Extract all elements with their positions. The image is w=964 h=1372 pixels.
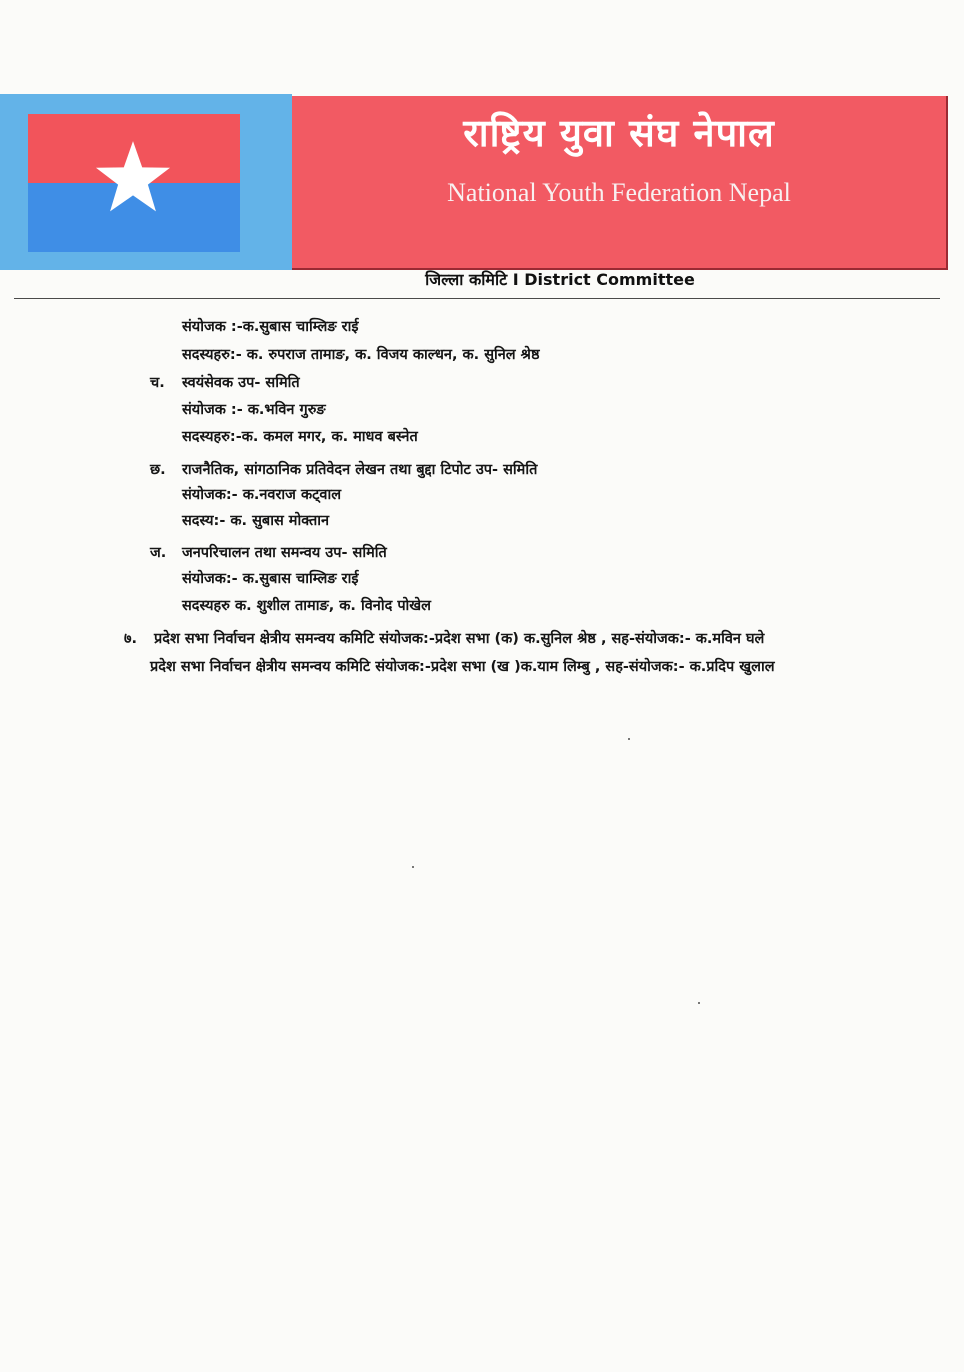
coordinator-line: संयोजक:- क.नवराज कट्वाल bbox=[182, 487, 342, 503]
members-line: सदस्य:- क. सुबास मोक्तान bbox=[182, 513, 330, 529]
scan-speck bbox=[412, 866, 414, 868]
subcommittee-marker: च. bbox=[150, 375, 165, 391]
subcommittee-title: जनपरिचालन तथा समन्वय उप- समिति bbox=[182, 545, 387, 561]
banner-title-panel bbox=[292, 96, 948, 270]
members-line: सदस्यहरु:-क. कमल मगर, क. माधव बस्नेत bbox=[182, 429, 418, 445]
coordinator-line: संयोजक:- क.सुबास चाम्लिङ राई bbox=[182, 571, 359, 587]
members-line: सदस्यहरु:- क. रुपराज तामाङ, क. विजय काल्धन, क. सुनिल श्रेष्ठ bbox=[182, 347, 540, 363]
org-name-english: National Youth Federation Nepal bbox=[447, 178, 791, 207]
subcommittee-title: स्वयंसेवक उप- समिति bbox=[182, 375, 300, 391]
scan-speck bbox=[698, 1002, 700, 1004]
members-line: सदस्यहरु क. शुशील तामाङ, क. विनोद पोखेल bbox=[182, 598, 432, 614]
header-banner bbox=[0, 94, 948, 270]
coordinator-line: संयोजक :- क.भविन गुरुङ bbox=[182, 402, 326, 418]
org-name-nepali: राष्ट्रिय युवा संघ नेपाल bbox=[463, 111, 775, 155]
subcommittee-marker: छ. bbox=[150, 462, 166, 478]
header-divider bbox=[14, 298, 940, 299]
section-line: प्रदेश सभा निर्वाचन क्षेत्रीय समन्वय कमिटि संयोजक:-प्रदेश सभा (क) क.सुनिल श्रेष्ठ , सह-संयोजक:- क.मविन घले bbox=[154, 631, 765, 647]
section-line: प्रदेश सभा निर्वाचन क्षेत्रीय समन्वय कमिटि संयोजक:-प्रदेश सभा (ख )क.याम लिम्बु , सह-संयोजक:- क.प्रदिप खुलाल bbox=[150, 659, 775, 675]
committee-label: जिल्ला कमिटि I District Committee bbox=[425, 270, 695, 289]
subcommittee-title: राजनैतिक, सांगठानिक प्रतिवेदन लेखन तथा बुद्दा टिपोट उप- समिति bbox=[182, 462, 538, 478]
scan-speck bbox=[628, 738, 630, 740]
coordinator-line: संयोजक :-क.सुबास चाम्लिङ राई bbox=[182, 319, 359, 335]
star-icon bbox=[94, 138, 172, 216]
banner-left-panel bbox=[0, 94, 292, 270]
star-flag-icon bbox=[28, 114, 240, 252]
subcommittee-marker: ज. bbox=[150, 545, 167, 561]
section-number: ७. bbox=[124, 631, 138, 647]
